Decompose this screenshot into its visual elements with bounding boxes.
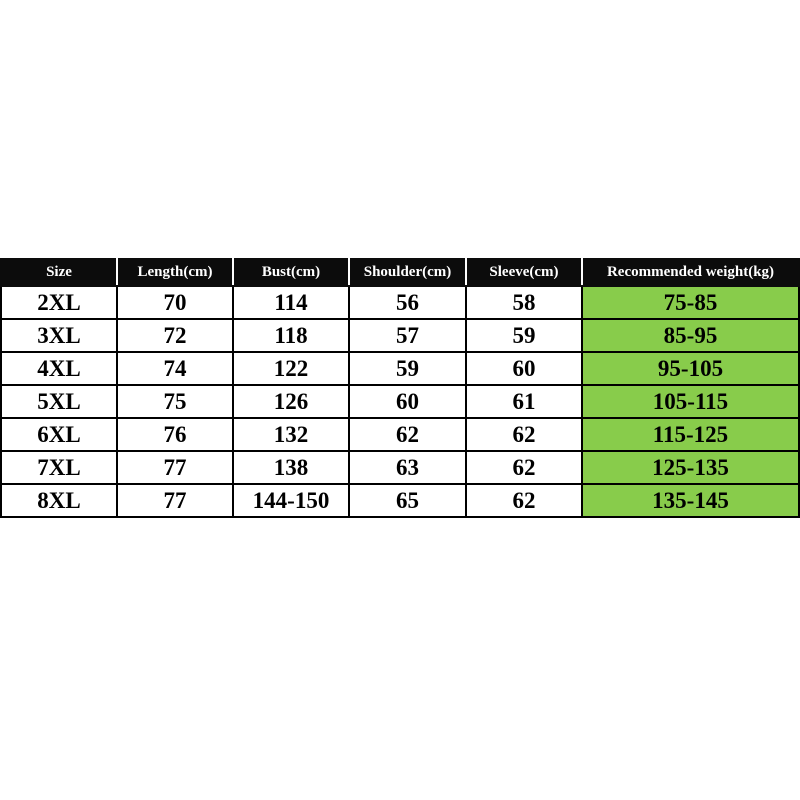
cell-length: 77 xyxy=(117,484,233,517)
cell-sleeve: 59 xyxy=(466,319,582,352)
cell-size: 2XL xyxy=(1,286,117,319)
cell-sleeve: 60 xyxy=(466,352,582,385)
cell-size: 6XL xyxy=(1,418,117,451)
cell-size: 5XL xyxy=(1,385,117,418)
cell-shoulder: 56 xyxy=(349,286,466,319)
cell-sleeve: 61 xyxy=(466,385,582,418)
cell-bust: 114 xyxy=(233,286,349,319)
cell-sleeve: 62 xyxy=(466,418,582,451)
cell-length: 76 xyxy=(117,418,233,451)
header-row xyxy=(1,259,799,286)
cell-shoulder: 57 xyxy=(349,319,466,352)
header-recommended-weight: Recommended weight(kg) xyxy=(582,259,799,286)
cell-length: 75 xyxy=(117,385,233,418)
cell-size: 3XL xyxy=(1,319,117,352)
table-row xyxy=(1,451,799,484)
cell-sleeve: 62 xyxy=(466,451,582,484)
cell-recommended-weight: 95-105 xyxy=(582,352,799,385)
cell-sleeve: 58 xyxy=(466,286,582,319)
table-row xyxy=(1,286,799,319)
cell-recommended-weight: 85-95 xyxy=(582,319,799,352)
cell-sleeve: 62 xyxy=(466,484,582,517)
cell-recommended-weight: 105-115 xyxy=(582,385,799,418)
cell-shoulder: 62 xyxy=(349,418,466,451)
cell-length: 74 xyxy=(117,352,233,385)
cell-size: 7XL xyxy=(1,451,117,484)
table-row xyxy=(1,319,799,352)
cell-bust: 132 xyxy=(233,418,349,451)
cell-recommended-weight: 135-145 xyxy=(582,484,799,517)
cell-bust: 118 xyxy=(233,319,349,352)
header-shoulder: Shoulder(cm) xyxy=(349,259,466,286)
table-row xyxy=(1,385,799,418)
header-sleeve: Sleeve(cm) xyxy=(466,259,582,286)
cell-bust: 126 xyxy=(233,385,349,418)
table-row xyxy=(1,418,799,451)
size-chart-header xyxy=(1,259,799,286)
table-row xyxy=(1,352,799,385)
cell-length: 72 xyxy=(117,319,233,352)
size-chart-table xyxy=(0,258,800,518)
cell-recommended-weight: 115-125 xyxy=(582,418,799,451)
cell-length: 77 xyxy=(117,451,233,484)
header-size: Size xyxy=(1,259,117,286)
cell-shoulder: 65 xyxy=(349,484,466,517)
cell-bust: 138 xyxy=(233,451,349,484)
cell-bust: 122 xyxy=(233,352,349,385)
cell-length: 70 xyxy=(117,286,233,319)
cell-shoulder: 63 xyxy=(349,451,466,484)
cell-shoulder: 59 xyxy=(349,352,466,385)
table-row xyxy=(1,484,799,517)
header-bust: Bust(cm) xyxy=(233,259,349,286)
size-chart-body xyxy=(1,286,799,517)
cell-shoulder: 60 xyxy=(349,385,466,418)
cell-size: 4XL xyxy=(1,352,117,385)
cell-recommended-weight: 75-85 xyxy=(582,286,799,319)
cell-recommended-weight: 125-135 xyxy=(582,451,799,484)
cell-size: 8XL xyxy=(1,484,117,517)
header-length: Length(cm) xyxy=(117,259,233,286)
cell-bust: 144-150 xyxy=(233,484,349,517)
